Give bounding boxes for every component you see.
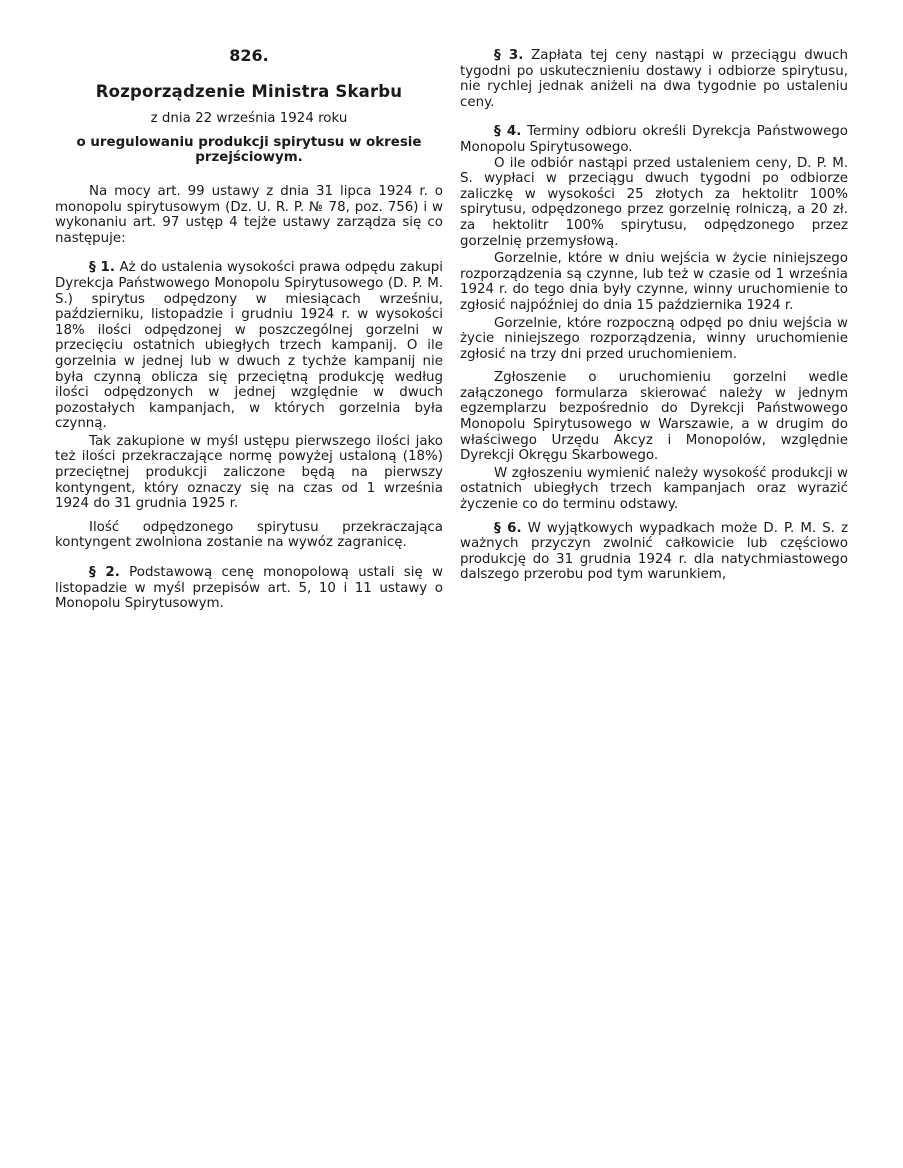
decree-subject: o uregulowaniu produkcji spirytusu w okresie przejściowym. — [76, 134, 422, 166]
right-column — [460, 48, 848, 583]
section-1-label: § 1. — [89, 260, 115, 276]
section-1-paragraph-2: Tak zakupione w myśl ustępu pierwszego ilości jako też ilości przekraczające normę powyżej ustaloną (18%) przeciętnej produkcji zaliczone będą na pierwszy kontyngent, który oznaczy się na czas od 1 września 1924 do 31 grudnia 1925 r. — [55, 433, 443, 512]
section-3-label: § 3. — [494, 48, 524, 63]
decree-date: z dnia 22 września 1924 roku — [150, 111, 348, 127]
section-4-paragraph-3: Gorzelnie, które w dniu wejścia w życie niniejszego rozporządzenia są czynne, lub też w czasie od 1 września 1924 r. do tego dnia były czynne, winny uruchomienie to zgłosić najpóźniej do dnia 15 października 1924 r. — [460, 251, 848, 313]
section-4-paragraph-5: Zgłoszenie o uruchomieniu gorzelni wedle załączonego formularza skierować należy w jednym egzemplarzu bezpośrednio do Dyrekcji Państwowego Monopolu Spirytusowego w Warszawie, a w drugim do właściwego Urzędu Akcyz i Monopolów, względnie Dyrekcji Okręgu Skarbowego. — [460, 370, 848, 464]
section-4-paragraph-4: Gorzelnie, które rozpoczną odpęd po dniu wejścia w życie niniejszego rozporządzenia, winny uruchomienie zgłosić na trzy dni przed uruchomieniem. — [460, 315, 848, 362]
section-1-paragraph-3: Ilość odpędzonego spirytusu przekraczająca kontyngent zwolniona zostanie na wywóz zagranicę. — [55, 519, 443, 551]
section-4-text: Terminy odbioru określi Dyrekcja Państwowego Monopolu Spirytusowego. — [460, 124, 848, 155]
section-6-text: W wyjątkowych wypadkach może D. P. M. S. z ważnych przyczyn zwolnić całkowicie lub częściowo produkcję do 31 grudnia 1924 r. dla natychmiastowego dalszego przerobu pod tym warunkiem, — [460, 520, 849, 583]
section-6 — [460, 521, 848, 583]
section-4-paragraph-1 — [460, 124, 848, 155]
section-2-label: § 2. — [89, 565, 120, 581]
section-1-text: Aż do ustalenia wysokości prawa odpędu zakupi Dyrekcja Państwowego Monopolu Spirytusowego (D. P. M. S.) spirytus odpędzony w miesiącach wrześniu, październiku, listopadzie i grudniu 1924 r. w wysokości 18% ilości odpędzonej w poszczególnej gorzelni w przecięciu ostatnich ubiegłych trzech kampanij. O ile gorzelnia w jednej lub w dwuch z tychże kampanij nie była czynną oblicza się przeciętną produkcję według ilości odpędzonych w jednej względnie w dwuch pozostałych kampanjach, w których gorzelnia była czynną. — [55, 260, 443, 432]
section-3-text: Zapłata tej ceny nastąpi w przeciągu dwuch tygodni po uskutecznieniu dostawy i odbiorze spirytusu, nie rychlej jednak aniżeli na dwa tygodnie po ustaleniu ceny. — [460, 48, 848, 110]
section-2-text: Podstawową cenę monopolową ustali się w listopadzie w myśl przepisów art. 5, 10 i 11 ustawy o Monopolu Spirytusowym. — [55, 565, 444, 612]
preamble: Na mocy art. 99 ustawy z dnia 31 lipca 1924 r. o monopolu spirytusowym (Dz. U. R. P. № 78, poz. 756) i w wykonaniu art. 97 ustęp 4 tejże ustawy zarządza się co następuje: — [55, 183, 443, 246]
section-2 — [55, 565, 443, 612]
section-4-paragraph-6: W zgłoszeniu wymienić należy wysokość produkcji w ostatnich ubiegłych trzech kampanjach oraz wyrazić życzenie co do terminu odstawy. — [460, 465, 848, 513]
section-1-paragraph-1 — [55, 260, 443, 432]
left-column — [55, 48, 443, 612]
section-4-label: § 4. — [494, 124, 522, 140]
section-4-paragraph-2: O ile odbiór nastąpi przed ustaleniem ceny, D. P. M. S. wypłaci w przeciągu dwuch tygodni po odbiorze zaliczkę w wysokości 25 złotych za hektolitr 100% spirytusu, odpędzonego przez gorzelnię rolniczą, a 20 zł. za hektolitr 100% spirytusu, odpędzonego przez gorzelnię przemysłową. — [460, 155, 848, 249]
section-6-label: § 6. — [494, 520, 522, 536]
section-3 — [460, 48, 848, 110]
decree-title: Rozporządzenie Ministra Skarbu — [95, 81, 403, 101]
decree-number: 826. — [229, 46, 269, 65]
